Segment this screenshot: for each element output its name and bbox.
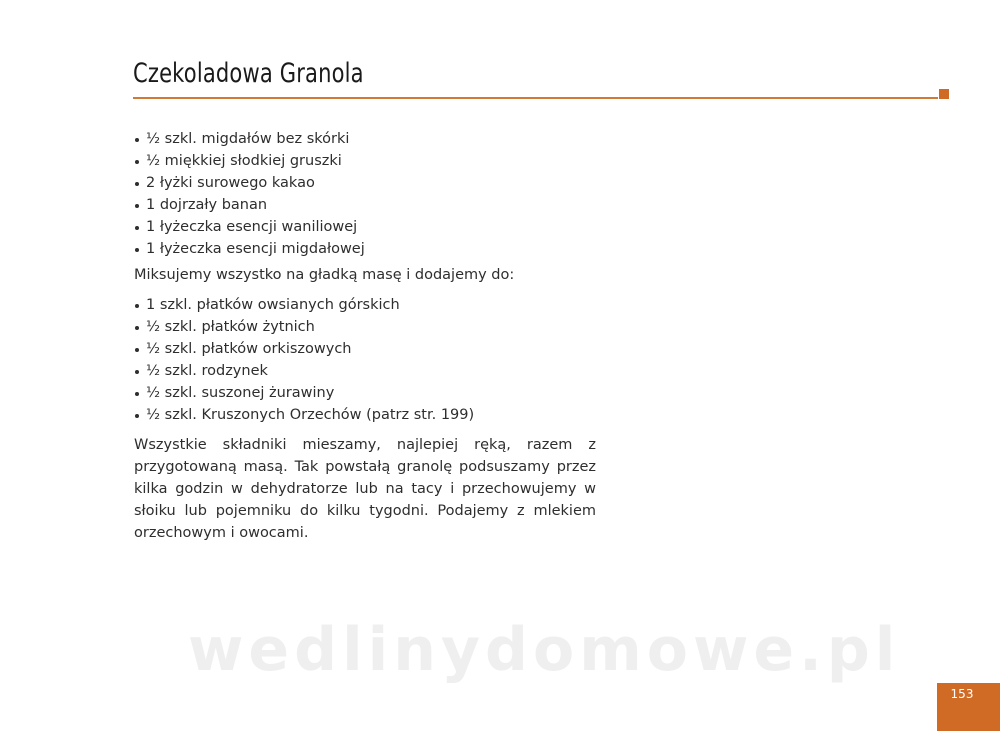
- list-item: 1 łyżeczka esencji migdałowej: [134, 238, 596, 260]
- list-item: ½ szkl. suszonej żurawiny: [134, 382, 596, 404]
- final-instruction: Wszystkie składniki mieszamy, najlepiej ręką, razem z przygotowaną masą. Tak powstałą granolę podsuszamy przez kilka godzin w dehydratorze lub na tacy i przechowujemy w słoiku lub pojemniku do kilku tygodni. Podajemy z mlekiem orzechowym i owocami.: [134, 437, 596, 541]
- ingredient-list-secondary: [134, 294, 596, 426]
- list-item: ½ szkl. płatków żytnich: [134, 316, 596, 338]
- list-item: ½ szkl. migdałów bez skórki: [134, 128, 596, 150]
- page-number: 153: [950, 687, 974, 701]
- recipe-body: [134, 128, 596, 544]
- list-item: 1 łyżeczka esencji waniliowej: [134, 216, 596, 238]
- list-item: ½ szkl. Kruszonych Orzechów (patrz str. 199): [134, 404, 596, 426]
- list-item: ½ szkl. płatków orkiszowych: [134, 338, 596, 360]
- mix-instruction: Miksujemy wszystko na gładką masę i dodajemy do:: [134, 267, 515, 283]
- title-divider: [133, 97, 938, 99]
- list-item: 2 łyżki surowego kakao: [134, 172, 596, 194]
- list-item: ½ miękkiej słodkiej gruszki: [134, 150, 596, 172]
- watermark: wedlinydomowe.pl: [188, 615, 901, 685]
- accent-square: [939, 89, 949, 99]
- list-item: 1 szkl. płatków owsianych górskich: [134, 294, 596, 316]
- page-title: Czekoladowa Granola: [133, 58, 364, 89]
- list-item: 1 dojrzały banan: [134, 194, 596, 216]
- ingredient-list-primary: [134, 128, 596, 260]
- page-number-box: [937, 683, 1000, 731]
- list-item: ½ szkl. rodzynek: [134, 360, 596, 382]
